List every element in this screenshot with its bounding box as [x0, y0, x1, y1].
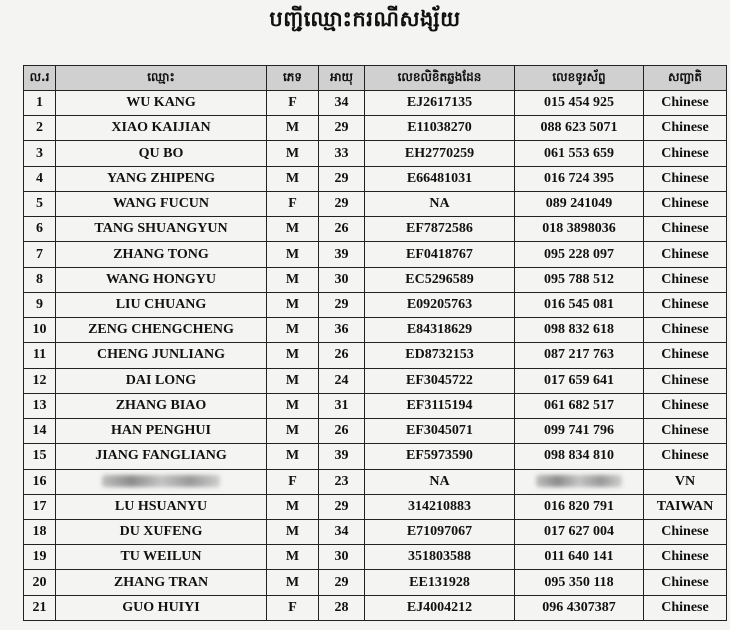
cell-nationality: Chinese	[644, 91, 727, 116]
table-row	[24, 494, 727, 519]
table-row	[24, 368, 727, 393]
cell-name: XIAO KAIJIAN	[56, 116, 267, 141]
cell-sex: M	[267, 343, 319, 368]
cell-age: 24	[319, 368, 365, 393]
cell-nationality: Chinese	[644, 141, 727, 166]
cell-age: 29	[319, 292, 365, 317]
cell-sex: M	[267, 242, 319, 267]
cell-name: ZHANG BIAO	[56, 393, 267, 418]
cell-nationality: TAIWAN	[644, 494, 727, 519]
cell-passport: E71097067	[365, 519, 515, 544]
table-row	[24, 393, 727, 418]
header-age: អាយុ	[319, 66, 365, 91]
cell-passport: EF3045722	[365, 368, 515, 393]
cell-nationality: Chinese	[644, 444, 727, 469]
cell-number: 15	[24, 444, 56, 469]
cell-passport: EJ4004212	[365, 595, 515, 620]
cell-sex: M	[267, 292, 319, 317]
cell-age: 36	[319, 318, 365, 343]
cell-number: 18	[24, 519, 56, 544]
cell-passport: 351803588	[365, 545, 515, 570]
cell-age: 29	[319, 191, 365, 216]
cell-phone: 018 3898036	[515, 217, 644, 242]
cell-nationality: Chinese	[644, 166, 727, 191]
cell-nationality: Chinese	[644, 292, 727, 317]
cell-number: 14	[24, 419, 56, 444]
cell-phone: 088 623 5071	[515, 116, 644, 141]
cell-number: 16	[24, 469, 56, 494]
cell-phone: 087 217 763	[515, 343, 644, 368]
cell-number: 4	[24, 166, 56, 191]
cell-number: 9	[24, 292, 56, 317]
cell-nationality: VN	[644, 469, 727, 494]
table-row	[24, 141, 727, 166]
cell-passport: 314210883	[365, 494, 515, 519]
cell-phone: 016 724 395	[515, 166, 644, 191]
cell-name: DU XUFENG	[56, 519, 267, 544]
table-row	[24, 116, 727, 141]
cell-phone: 061 553 659	[515, 141, 644, 166]
cell-phone: 015 454 925	[515, 91, 644, 116]
cell-passport: EE131928	[365, 570, 515, 595]
cell-passport: NA	[365, 191, 515, 216]
cell-age: 26	[319, 343, 365, 368]
cell-sex: M	[267, 570, 319, 595]
table-row	[24, 91, 727, 116]
cell-passport: EC5296589	[365, 267, 515, 292]
cell-name	[56, 469, 267, 494]
cell-name: ZHANG TONG	[56, 242, 267, 267]
cell-nationality: Chinese	[644, 393, 727, 418]
table-row	[24, 191, 727, 216]
cell-sex: M	[267, 116, 319, 141]
cell-phone: 011 640 141	[515, 545, 644, 570]
cell-name: ZENG CHENGCHENG	[56, 318, 267, 343]
cell-number: 21	[24, 595, 56, 620]
table-row	[24, 166, 727, 191]
redacted-name	[102, 475, 220, 487]
cell-nationality: Chinese	[644, 570, 727, 595]
cell-nationality: Chinese	[644, 595, 727, 620]
cell-name: HAN PENGHUI	[56, 419, 267, 444]
cell-passport: E84318629	[365, 318, 515, 343]
table-row	[24, 419, 727, 444]
cell-nationality: Chinese	[644, 419, 727, 444]
cell-name: WU KANG	[56, 91, 267, 116]
cell-passport: NA	[365, 469, 515, 494]
cell-passport: EF3045071	[365, 419, 515, 444]
table-row	[24, 267, 727, 292]
cell-phone: 017 659 641	[515, 368, 644, 393]
cell-phone: 099 741 796	[515, 419, 644, 444]
cell-age: 34	[319, 91, 365, 116]
cell-sex: F	[267, 595, 319, 620]
cell-age: 26	[319, 419, 365, 444]
cell-number: 20	[24, 570, 56, 595]
cell-age: 39	[319, 242, 365, 267]
cell-sex: M	[267, 141, 319, 166]
cell-age: 23	[319, 469, 365, 494]
cell-age: 30	[319, 267, 365, 292]
cell-number: 1	[24, 91, 56, 116]
cell-name: WANG FUCUN	[56, 191, 267, 216]
cell-age: 39	[319, 444, 365, 469]
cell-passport: EF7872586	[365, 217, 515, 242]
redacted-phone	[536, 475, 622, 487]
cell-phone: 017 627 004	[515, 519, 644, 544]
header-phone: លេខទូរស័ព្ទ	[515, 66, 644, 91]
cell-name: DAI LONG	[56, 368, 267, 393]
cell-age: 29	[319, 570, 365, 595]
header-passport: លេខលិខិតឆ្លងដែន	[365, 66, 515, 91]
cell-name: JIANG FANGLIANG	[56, 444, 267, 469]
cell-sex: M	[267, 166, 319, 191]
cell-passport: E66481031	[365, 166, 515, 191]
table-row	[24, 292, 727, 317]
cell-phone	[515, 469, 644, 494]
cell-age: 28	[319, 595, 365, 620]
cell-passport: E09205763	[365, 292, 515, 317]
cell-number: 7	[24, 242, 56, 267]
suspect-list-table	[23, 65, 727, 621]
cell-sex: M	[267, 393, 319, 418]
cell-sex: F	[267, 469, 319, 494]
cell-age: 31	[319, 393, 365, 418]
cell-name: WANG HONGYU	[56, 267, 267, 292]
table-body	[24, 91, 727, 621]
cell-name: TANG SHUANGYUN	[56, 217, 267, 242]
cell-number: 11	[24, 343, 56, 368]
table-row	[24, 318, 727, 343]
cell-sex: M	[267, 419, 319, 444]
cell-age: 29	[319, 494, 365, 519]
cell-sex: M	[267, 368, 319, 393]
header-sex: ភេទ	[267, 66, 319, 91]
header-nationality: សញ្ជាតិ	[644, 66, 727, 91]
cell-number: 5	[24, 191, 56, 216]
cell-number: 10	[24, 318, 56, 343]
cell-passport: EJ2617135	[365, 91, 515, 116]
cell-number: 3	[24, 141, 56, 166]
table-row	[24, 469, 727, 494]
cell-name: GUO HUIYI	[56, 595, 267, 620]
cell-phone: 061 682 517	[515, 393, 644, 418]
table-row	[24, 444, 727, 469]
cell-age: 26	[319, 217, 365, 242]
cell-age: 29	[319, 116, 365, 141]
cell-age: 34	[319, 519, 365, 544]
cell-nationality: Chinese	[644, 545, 727, 570]
cell-name: ZHANG TRAN	[56, 570, 267, 595]
cell-nationality: Chinese	[644, 191, 727, 216]
document-title: បញ្ជីឈ្មោះករណីសង្ស័យ	[269, 7, 461, 31]
cell-nationality: Chinese	[644, 267, 727, 292]
table-row	[24, 570, 727, 595]
cell-name: TU WEILUN	[56, 545, 267, 570]
cell-phone: 095 350 118	[515, 570, 644, 595]
cell-name: QU BO	[56, 141, 267, 166]
cell-passport: E11038270	[365, 116, 515, 141]
cell-passport: ED8732153	[365, 343, 515, 368]
cell-passport: EH2770259	[365, 141, 515, 166]
table-row	[24, 595, 727, 620]
table-row	[24, 343, 727, 368]
cell-phone: 095 228 097	[515, 242, 644, 267]
cell-sex: M	[267, 519, 319, 544]
cell-sex: M	[267, 494, 319, 519]
cell-sex: F	[267, 91, 319, 116]
cell-name: LIU CHUANG	[56, 292, 267, 317]
cell-passport: EF5973590	[365, 444, 515, 469]
cell-nationality: Chinese	[644, 318, 727, 343]
cell-number: 13	[24, 393, 56, 418]
cell-number: 17	[24, 494, 56, 519]
header-name: ឈ្មោះ	[56, 66, 267, 91]
cell-sex: F	[267, 191, 319, 216]
cell-sex: M	[267, 444, 319, 469]
cell-age: 29	[319, 166, 365, 191]
cell-phone: 098 834 810	[515, 444, 644, 469]
cell-passport: EF3115194	[365, 393, 515, 418]
table-row	[24, 217, 727, 242]
cell-number: 19	[24, 545, 56, 570]
cell-nationality: Chinese	[644, 519, 727, 544]
table-header-row	[24, 66, 727, 91]
cell-age: 30	[319, 545, 365, 570]
cell-name: LU HSUANYU	[56, 494, 267, 519]
cell-nationality: Chinese	[644, 242, 727, 267]
cell-number: 2	[24, 116, 56, 141]
table-row	[24, 545, 727, 570]
cell-name: CHENG JUNLIANG	[56, 343, 267, 368]
cell-phone: 098 832 618	[515, 318, 644, 343]
cell-nationality: Chinese	[644, 116, 727, 141]
cell-nationality: Chinese	[644, 368, 727, 393]
cell-sex: M	[267, 318, 319, 343]
table-row	[24, 519, 727, 544]
cell-sex: M	[267, 267, 319, 292]
cell-number: 6	[24, 217, 56, 242]
cell-phone: 096 4307387	[515, 595, 644, 620]
cell-phone: 095 788 512	[515, 267, 644, 292]
cell-nationality: Chinese	[644, 217, 727, 242]
table-row	[24, 242, 727, 267]
cell-sex: M	[267, 545, 319, 570]
cell-phone: 016 820 791	[515, 494, 644, 519]
cell-phone: 089 241049	[515, 191, 644, 216]
cell-number: 8	[24, 267, 56, 292]
cell-phone: 016 545 081	[515, 292, 644, 317]
cell-nationality: Chinese	[644, 343, 727, 368]
cell-name: YANG ZHIPENG	[56, 166, 267, 191]
header-number: ល.រ	[24, 66, 56, 91]
cell-number: 12	[24, 368, 56, 393]
cell-passport: EF0418767	[365, 242, 515, 267]
cell-sex: M	[267, 217, 319, 242]
cell-age: 33	[319, 141, 365, 166]
